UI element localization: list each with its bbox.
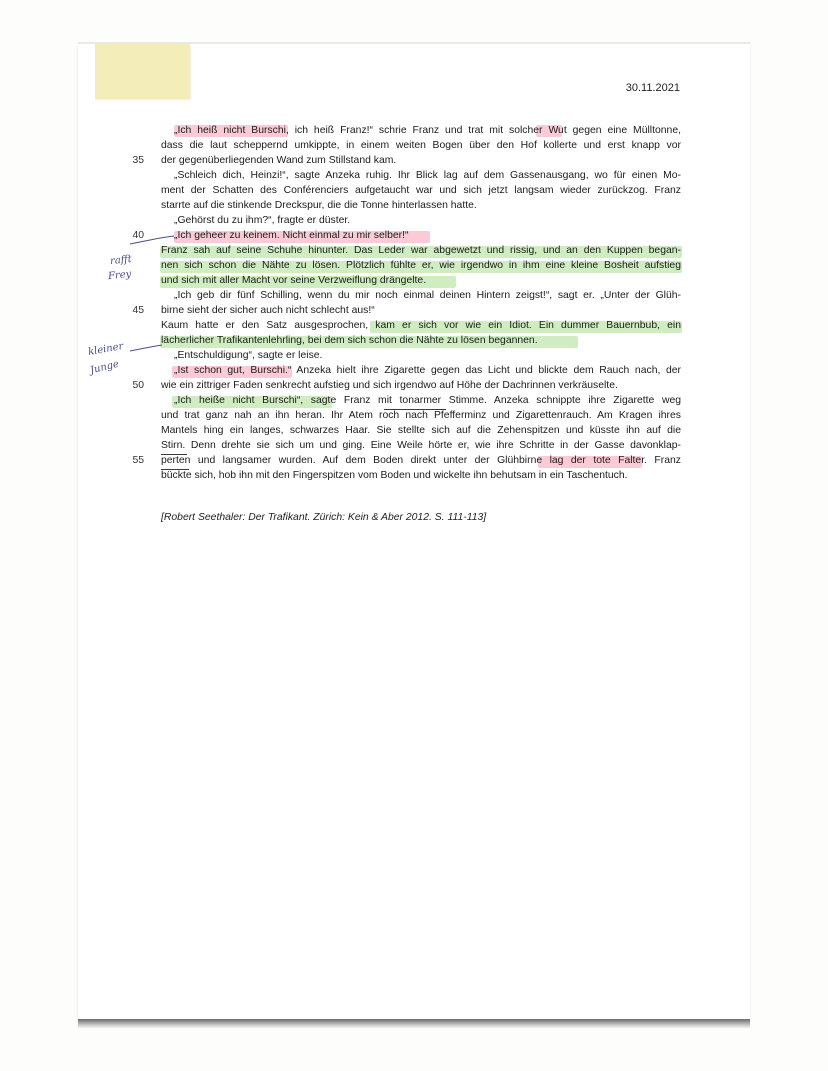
text-line: Kaum hatte er den Satz ausgesprochen, kam er sich vor wie ein Idiot. Ein dummer Bauernbub, ein bbox=[161, 320, 681, 331]
source-citation: [Robert Seethaler: Der Trafikant. Zürich: Kein & Aber 2012. S. 111-113] bbox=[161, 512, 487, 523]
text-line: starrte auf die stinkende Dreckspur, die die Tonne hinterlassen hatte. bbox=[161, 200, 477, 211]
text-line: „Ist schon gut, Burschi.“ Anzeka hielt ihre Zigarette gegen das Licht und blickte dem Rauch nach, der bbox=[174, 365, 681, 376]
text-line: und trat ganz nah an ihn heran. Ihr Atem roch nach Pfefferminz und Zigarettenrauch. Am Kragen ihres bbox=[161, 410, 681, 421]
text-line: „Entschuldigung“, sagte er leise. bbox=[174, 350, 323, 361]
text-line: und sich mit aller Macht vor seine Verzweiflung drängelte. bbox=[161, 275, 427, 286]
text-line: birne sieht der sicher auch nicht schlecht aus!“ bbox=[161, 305, 375, 316]
text-line: lächerlicher Trafikantenlehrling, bei dem sich schon die Nähte zu lösen begannen. bbox=[161, 335, 538, 346]
line-number: 40 bbox=[132, 230, 144, 241]
document-date: 30.11.2021 bbox=[625, 82, 680, 94]
text-line: „Schleich dich, Heinzi!“, sagte Anzeka ruhig. Ihr Blick lag auf dem Gassenausgang, wo für einen Mo- bbox=[174, 170, 681, 181]
line-number: 45 bbox=[132, 305, 144, 316]
text-line: „Gehörst du zu ihm?“, fragte er düster. bbox=[174, 215, 351, 226]
margin-note-word: Frey bbox=[107, 268, 132, 283]
paper-bottom-edge-shadow bbox=[78, 1019, 750, 1029]
margin-note-word: kleiner bbox=[87, 340, 125, 359]
sticky-note bbox=[95, 44, 190, 99]
margin-note-word: Junge bbox=[89, 358, 121, 377]
line-number: 50 bbox=[132, 380, 144, 391]
text-line: „Ich geb dir fünf Schilling, wenn du mir noch einmal deinen Hintern zeigst!“, sagt er. „Unter der Glüh- bbox=[174, 290, 681, 301]
text-line: „Ich heiß nicht Burschi, ich heiß Franz!“ schrie Franz und trat mit solcher Wut gegen eine Mülltonne, bbox=[174, 125, 681, 136]
margin-note-word: rafft bbox=[109, 253, 133, 268]
text-line: Franz sah auf seine Schuhe hinunter. Das Leder war abgewetzt und rissig, und an den Kuppen began- bbox=[161, 245, 681, 256]
text-line: dass die laut scheppernd umkippte, in einem weiten Bogen über den Hof kollerte und erst knapp vor bbox=[161, 140, 681, 151]
line-number: 55 bbox=[132, 455, 144, 466]
text-line: „Ich geheer zu keinem. Nicht einmal zu mir selber!“ bbox=[174, 230, 409, 241]
line-number: 35 bbox=[132, 155, 144, 166]
text-line: bückte sich, hob ihn mit den Fingerspitzen vom Boden und wickelte ihn behutsam in ein Taschentuch. bbox=[161, 470, 628, 481]
text-line: „Ich heiße nicht Burschi“, sagte Franz mit tonarmer Stimme. Anzeka schnippte ihre Zigarette weg bbox=[174, 395, 681, 406]
text-line: nen sich schon die Nähte zu lösen. Plötzlich fühlte er, wie irgendwo in ihm eine kleine Bosheit aufstieg bbox=[161, 260, 681, 271]
text-line: Stirn. Denn drehte sie sich um und ging. Eine Weile hörte er, wie ihre Schritte in der Gasse davonklap- bbox=[161, 440, 681, 451]
text-line: wie ein zittriger Faden senkrecht aufstieg und sich irgendwo auf Höhe der Dachrinnen verkräuselte. bbox=[161, 380, 618, 391]
text-line: perten und langsamer wurden. Auf dem Boden direkt unter der Glühbirne lag der tote Falter. Franz bbox=[161, 455, 681, 466]
text-line: ment der Schatten des Conférenciers aufgetaucht war und sich jetzt langsam wieder zurückzog. Franz bbox=[161, 185, 681, 196]
text-line: der gegenüberliegenden Wand zum Stillstand kam. bbox=[161, 155, 397, 166]
text-line: Mantels hing ein langes, schwarzes Haar. Sie stellte sich auf die Zehenspitzen und küsste ihn auf die bbox=[161, 425, 681, 436]
margin-note-arrow bbox=[128, 232, 178, 246]
margin-note-arrow bbox=[128, 340, 166, 354]
